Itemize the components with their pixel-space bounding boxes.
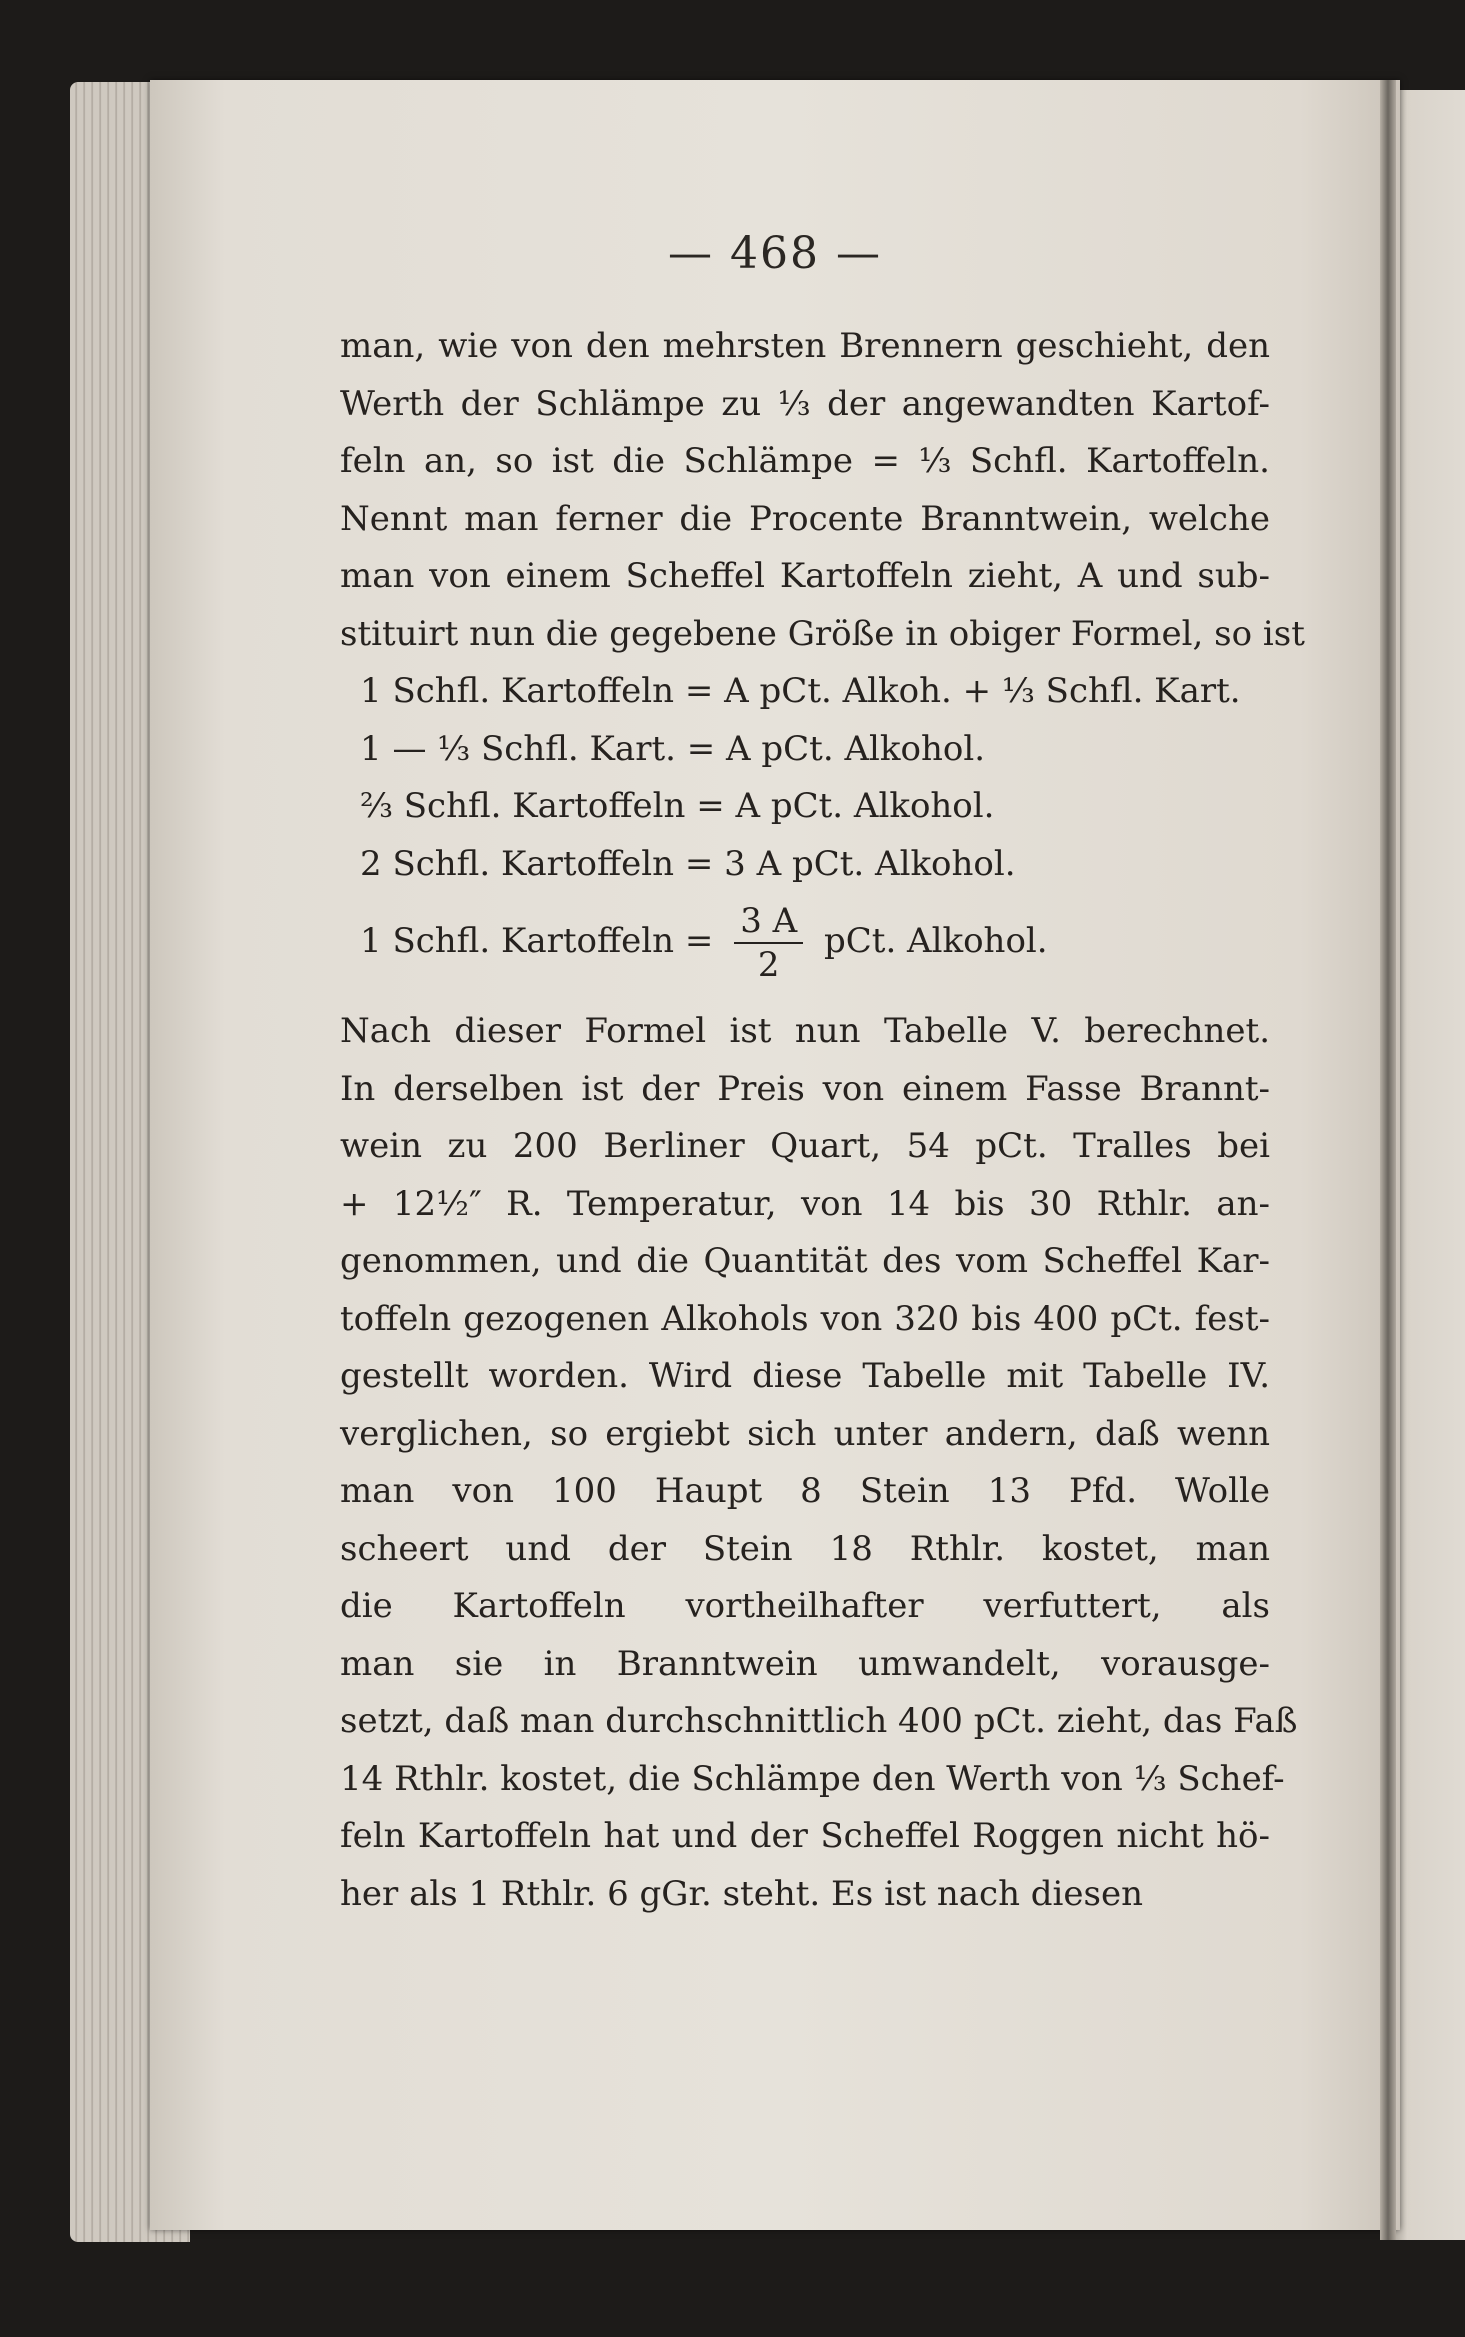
text-line: + 12½″ R. Temperatur, von 14 bis 30 Rthlr. an- xyxy=(340,1183,1270,1224)
text-line: her als 1 Rthlr. 6 gGr. steht. Es ist nach diesen xyxy=(340,1873,1144,1914)
text-line: wein zu 200 Berliner Quart, 54 pCt. Tralles bei xyxy=(340,1126,1270,1166)
text-line: Werth der Schlämpe zu ⅓ der angewandten Kartof- xyxy=(340,383,1270,424)
equation-line: ⅔ Schfl. Kartoffeln = A pCt. Alkohol. xyxy=(360,786,995,826)
equation-line: 1 Schfl. Kartoffeln = A pCt. Alkoh. + ⅓ Schfl. Kart. xyxy=(360,671,1241,711)
text-line: man von 100 Haupt 8 Stein 13 Pfd. Wolle xyxy=(340,1471,1270,1511)
paragraph-gap xyxy=(340,989,1270,1003)
text-line: Nennt man ferner die Procente Branntwein, welche xyxy=(340,498,1270,539)
text-line: feln an, so ist die Schlämpe = ⅓ Schfl. Kartoffeln. xyxy=(340,441,1270,481)
page-number-header: — 468 — xyxy=(668,228,882,279)
text-line: Nach dieser Formel ist nun Tabelle V. berechnet. xyxy=(340,1011,1270,1051)
text-line: man sie in Branntwein umwandelt, vorausge- xyxy=(340,1643,1270,1684)
fraction-numerator: 3 A xyxy=(734,900,803,944)
text-line: scheert und der Stein 18 Rthlr. kostet, man xyxy=(340,1528,1270,1569)
text-line: 14 Rthlr. kostet, die Schlämpe den Werth von ⅓ Schef- xyxy=(340,1758,1285,1799)
fraction-denominator: 2 xyxy=(757,945,780,985)
equation-line: 1 — ⅓ Schfl. Kart. = A pCt. Alkohol. xyxy=(360,728,985,769)
text-line: die Kartoffeln vortheilhafter verfuttert, als xyxy=(340,1586,1270,1626)
fraction-equation-lhs: 1 Schfl. Kartoffeln = xyxy=(360,921,714,961)
fraction-equation-rhs: pCt. Alkohol. xyxy=(824,921,1048,961)
book-gutter xyxy=(1380,80,1396,2240)
text-line: genommen, und die Quantität des vom Scheffel Kar- xyxy=(340,1241,1270,1281)
equation-line: 2 Schfl. Kartoffeln = 3 A pCt. Alkohol. xyxy=(360,843,1016,884)
text-line: stituirt nun die gegebene Größe in obiger Formel, so ist xyxy=(340,613,1305,654)
text-line: man, wie von den mehrsten Brennern geschieht, den xyxy=(340,326,1270,366)
text-line: In derselben ist der Preis von einem Fasse Brannt- xyxy=(340,1068,1270,1109)
text-line: toffeln gezogenen Alkohols von 320 bis 400 pCt. fest- xyxy=(340,1298,1270,1339)
fraction xyxy=(734,900,803,986)
text-line: man von einem Scheffel Kartoffeln zieht, A und sub- xyxy=(340,556,1270,596)
page-body xyxy=(340,318,1305,1923)
text-line: feln Kartoffeln hat und der Scheffel Roggen nicht hö- xyxy=(340,1816,1270,1856)
text-line: setzt, daß man durchschnittlich 400 pCt. zieht, das Faß xyxy=(340,1701,1298,1741)
text-line: verglichen, so ergiebt sich unter andern, daß wenn xyxy=(340,1413,1270,1454)
fraction-equation xyxy=(340,893,1270,989)
text-line: gestellt worden. Wird diese Tabelle mit Tabelle IV. xyxy=(340,1356,1270,1396)
